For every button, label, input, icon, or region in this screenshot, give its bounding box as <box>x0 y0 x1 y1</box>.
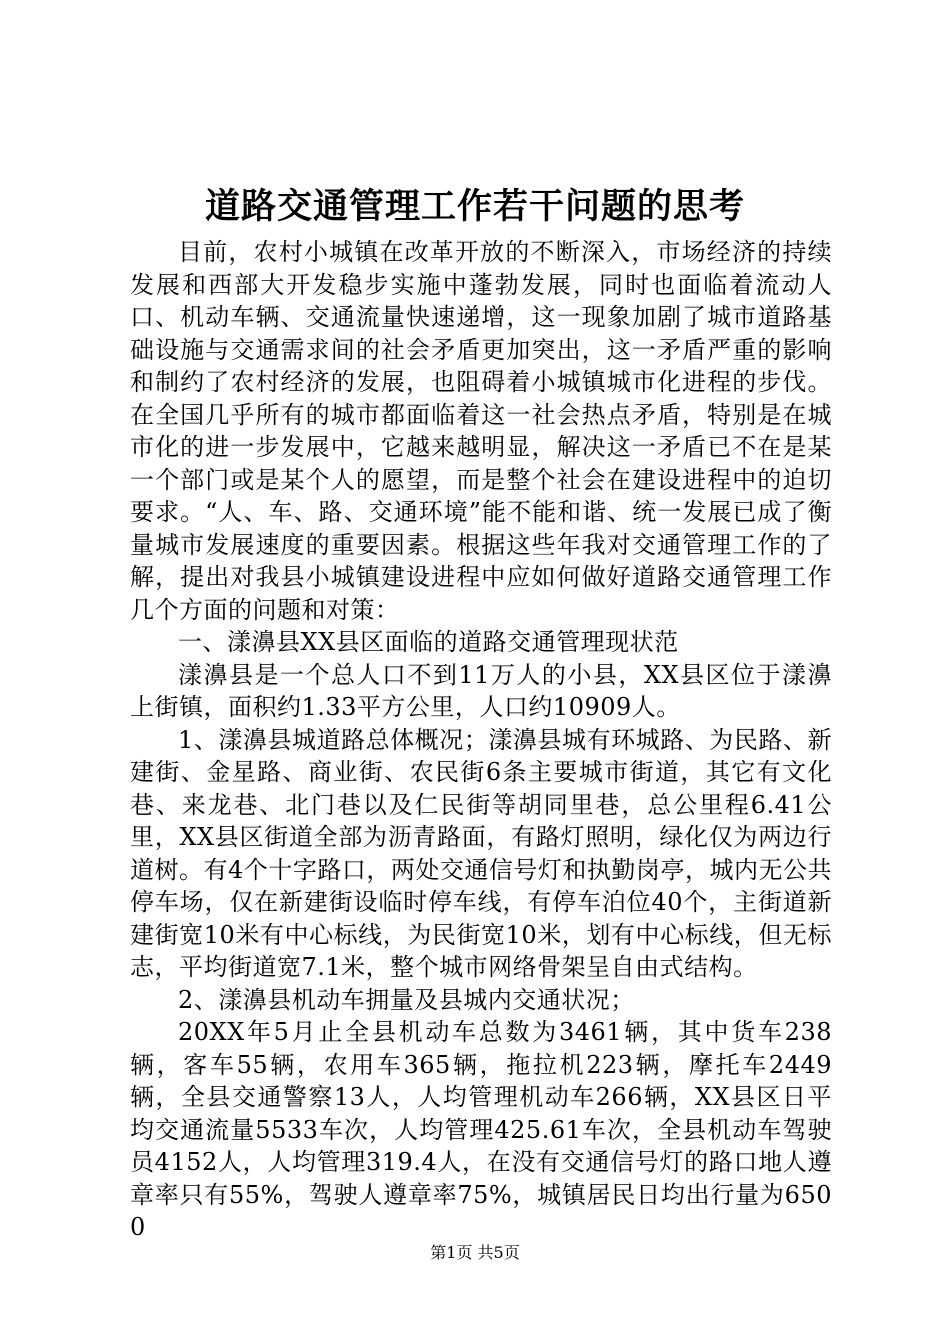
section-heading-1: 一、漾濞县XX县区面临的道路交通管理现状范 <box>178 628 679 656</box>
document-title: 道路交通管理工作若干问题的思考 <box>204 186 745 227</box>
paragraph-intro: 目前，农村小城镇在改革开放的不断深入，市场经济的持续发展和西部大开发稳步实施中蓬勃发展，同时也面临着流动人口、机动车辆、交通流量快速递增，这一现象加剧了城市道路基础设施与交通需求间的社会矛盾更加突出，这一矛盾严重的影响和制约了农村经济的发展，也阻碍着小城镇城市化进程的步伐。在全国几乎所有的城市都面临着这一社会热点矛盾，特别是在城市化的进一步发展中，它越来越明显，解决这一矛盾已不在是某一个部门或是某个人的愿望，而是整个社会在建设进程中的迫切要求。“人、车、路、交通环境”能不能和谐、统一发展已成了衡量城市发展速度的重要因素。根据这些年我对交通管理工作的了解，提出对我县小城镇建设进程中应如何做好道路交通管理工作几个方面的问题和对策： <box>130 238 832 624</box>
paragraph-road-overview: 1、漾濞县城道路总体概况；漾濞县城有环城路、为民路、新建街、金星路、商业街、农民街6条主要城市街道，其它有文化巷、来龙巷、北门巷以及仁民街等胡同里巷，总公里程6.41公里，XX县区街道全部为沥青路面，有路灯照明，绿化仅为两边行道树。有4个十字路口，两处交通信号灯和执勤岗亭，城内无公共停车场，仅在新建街设临时停车线，有停车泊位40个，主街道新建街宽10米有中心标线，为民街宽10米，划有中心标线，但无标志，平均街道宽7.1米，整个城市网络骨架呈自由式结构。 <box>130 725 832 981</box>
document-body <box>130 236 832 1244</box>
subheading-vehicle-status: 2、漾濞县机动车拥量及县城内交通状况； <box>178 985 635 1014</box>
paragraph-vehicle-stats: 20XX年5月止全县机动车总数为3461辆，其中货车238辆，客车55辆，农用车365辆，拖拉机223辆，摩托车2449辆，全县交通警察13人，人均管理机动车266辆，XX县区日平均交通流量5533车次，人均管理425.61车次，全县机动车驾驶员4152人，人均管理319.4人，在没有交通信号灯的路口地人遵章率只有55%，驾驶人遵章率75%，城镇居民日均出行量为6500 <box>130 1018 832 1241</box>
page-number-footer: 第1页 共5页 <box>430 1243 520 1262</box>
paragraph-county-overview: 漾濞县是一个总人口不到11万人的小县，XX县区位于漾濞上街镇，面积约1.33平方公里，人口约10909人。 <box>130 660 832 721</box>
